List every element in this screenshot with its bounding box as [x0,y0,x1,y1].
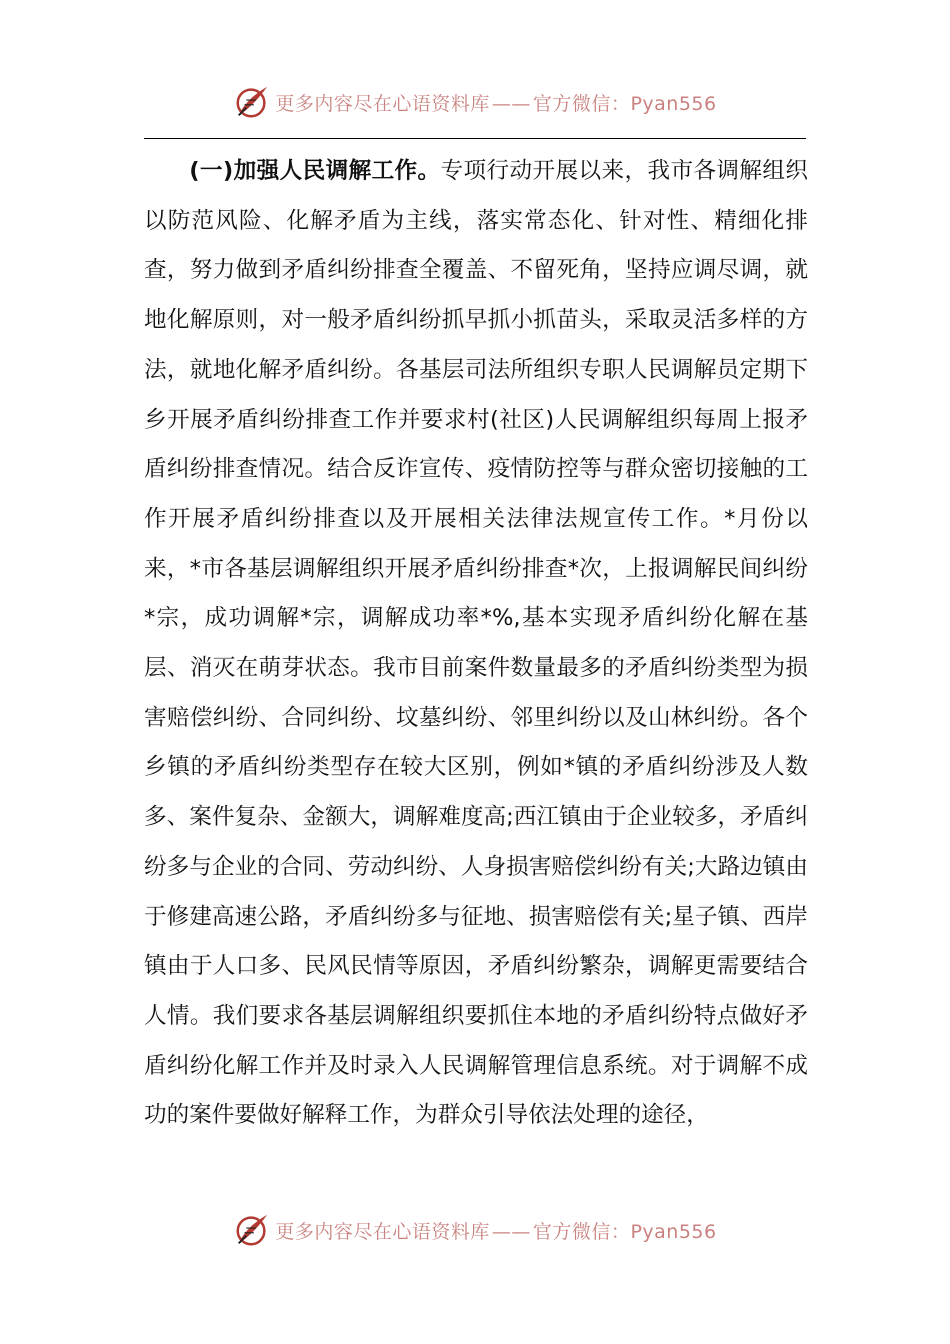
document-paragraph [144,147,808,1141]
watermark-text [275,89,716,116]
watermark-separator: —— [491,92,531,115]
watermark-title: 更多内容尽在心语资料库 [275,1220,490,1243]
section-heading: (一)加强人民调解工作。 [189,158,441,184]
watermark-contact-id: Pyan556 [630,1220,717,1243]
paragraph-body: 专项行动开展以来，我市各调解组织以防范风险、化解矛盾为主线，落实常态化、针对性、精细化排查，努力做到矛盾纠纷排查全覆盖、不留死角，坚持应调尽调，就地化解原则，对一般矛盾纠纷抓早抓小抓苗头，采取灵活多样的方法，就地化解矛盾纠纷。各基层司法所组织专职人民调解员定期下乡开展矛盾纠纷排查工作并要求村(社区)人民调解组织每周上报矛盾纠纷排查情况。结合反诈宣传、疫情防控等与群众密切接触的工作开展矛盾纠纷排查以及开展相关法律法规宣传工作。*月份以来，*市各基层调解组织开展矛盾纠纷排查*次，上报调解民间纠纷*宗，成功调解*宗，调解成功率*%,基本实现矛盾纠纷化解在基层、消灭在萌芽状态。我市目前案件数量最多的矛盾纠纷类型为损害赔偿纠纷、合同纠纷、坟墓纠纷、邻里纠纷以及山林纠纷。各个乡镇的矛盾纠纷类型存在较大区别，例如*镇的矛盾纠纷涉及人数多、案件复杂、金额大，调解难度高;西江镇由于企业较多，矛盾纠纷多与企业的合同、劳动纠纷、人身损害赔偿纠纷有关;大路边镇由于修建高速公路，矛盾纠纷多与征地、损害赔偿有关;星子镇、西岸镇由于人口多、民风民情等原因，矛盾纠纷繁杂，调解更需要结合人情。我们要求各基层调解组织要抓住本地的矛盾纠纷特点做好矛盾纠纷化解工作并及时录入人民调解管理信息系统。对于调解不成功的案件要做好解释工作，为群众引导依法处理的途径， [144,158,809,1129]
quill-logo-icon [233,83,271,121]
watermark-separator: —— [491,1220,531,1243]
header-watermark [0,80,950,124]
watermark-text [275,1217,716,1244]
watermark-contact-id: Pyan556 [630,92,717,115]
footer-watermark [0,1208,950,1252]
watermark-contact-label: 官方微信： [532,1220,631,1243]
header-divider [144,138,806,139]
watermark-contact-label: 官方微信： [532,92,631,115]
quill-logo-icon [233,1211,271,1249]
watermark-title: 更多内容尽在心语资料库 [275,92,490,115]
